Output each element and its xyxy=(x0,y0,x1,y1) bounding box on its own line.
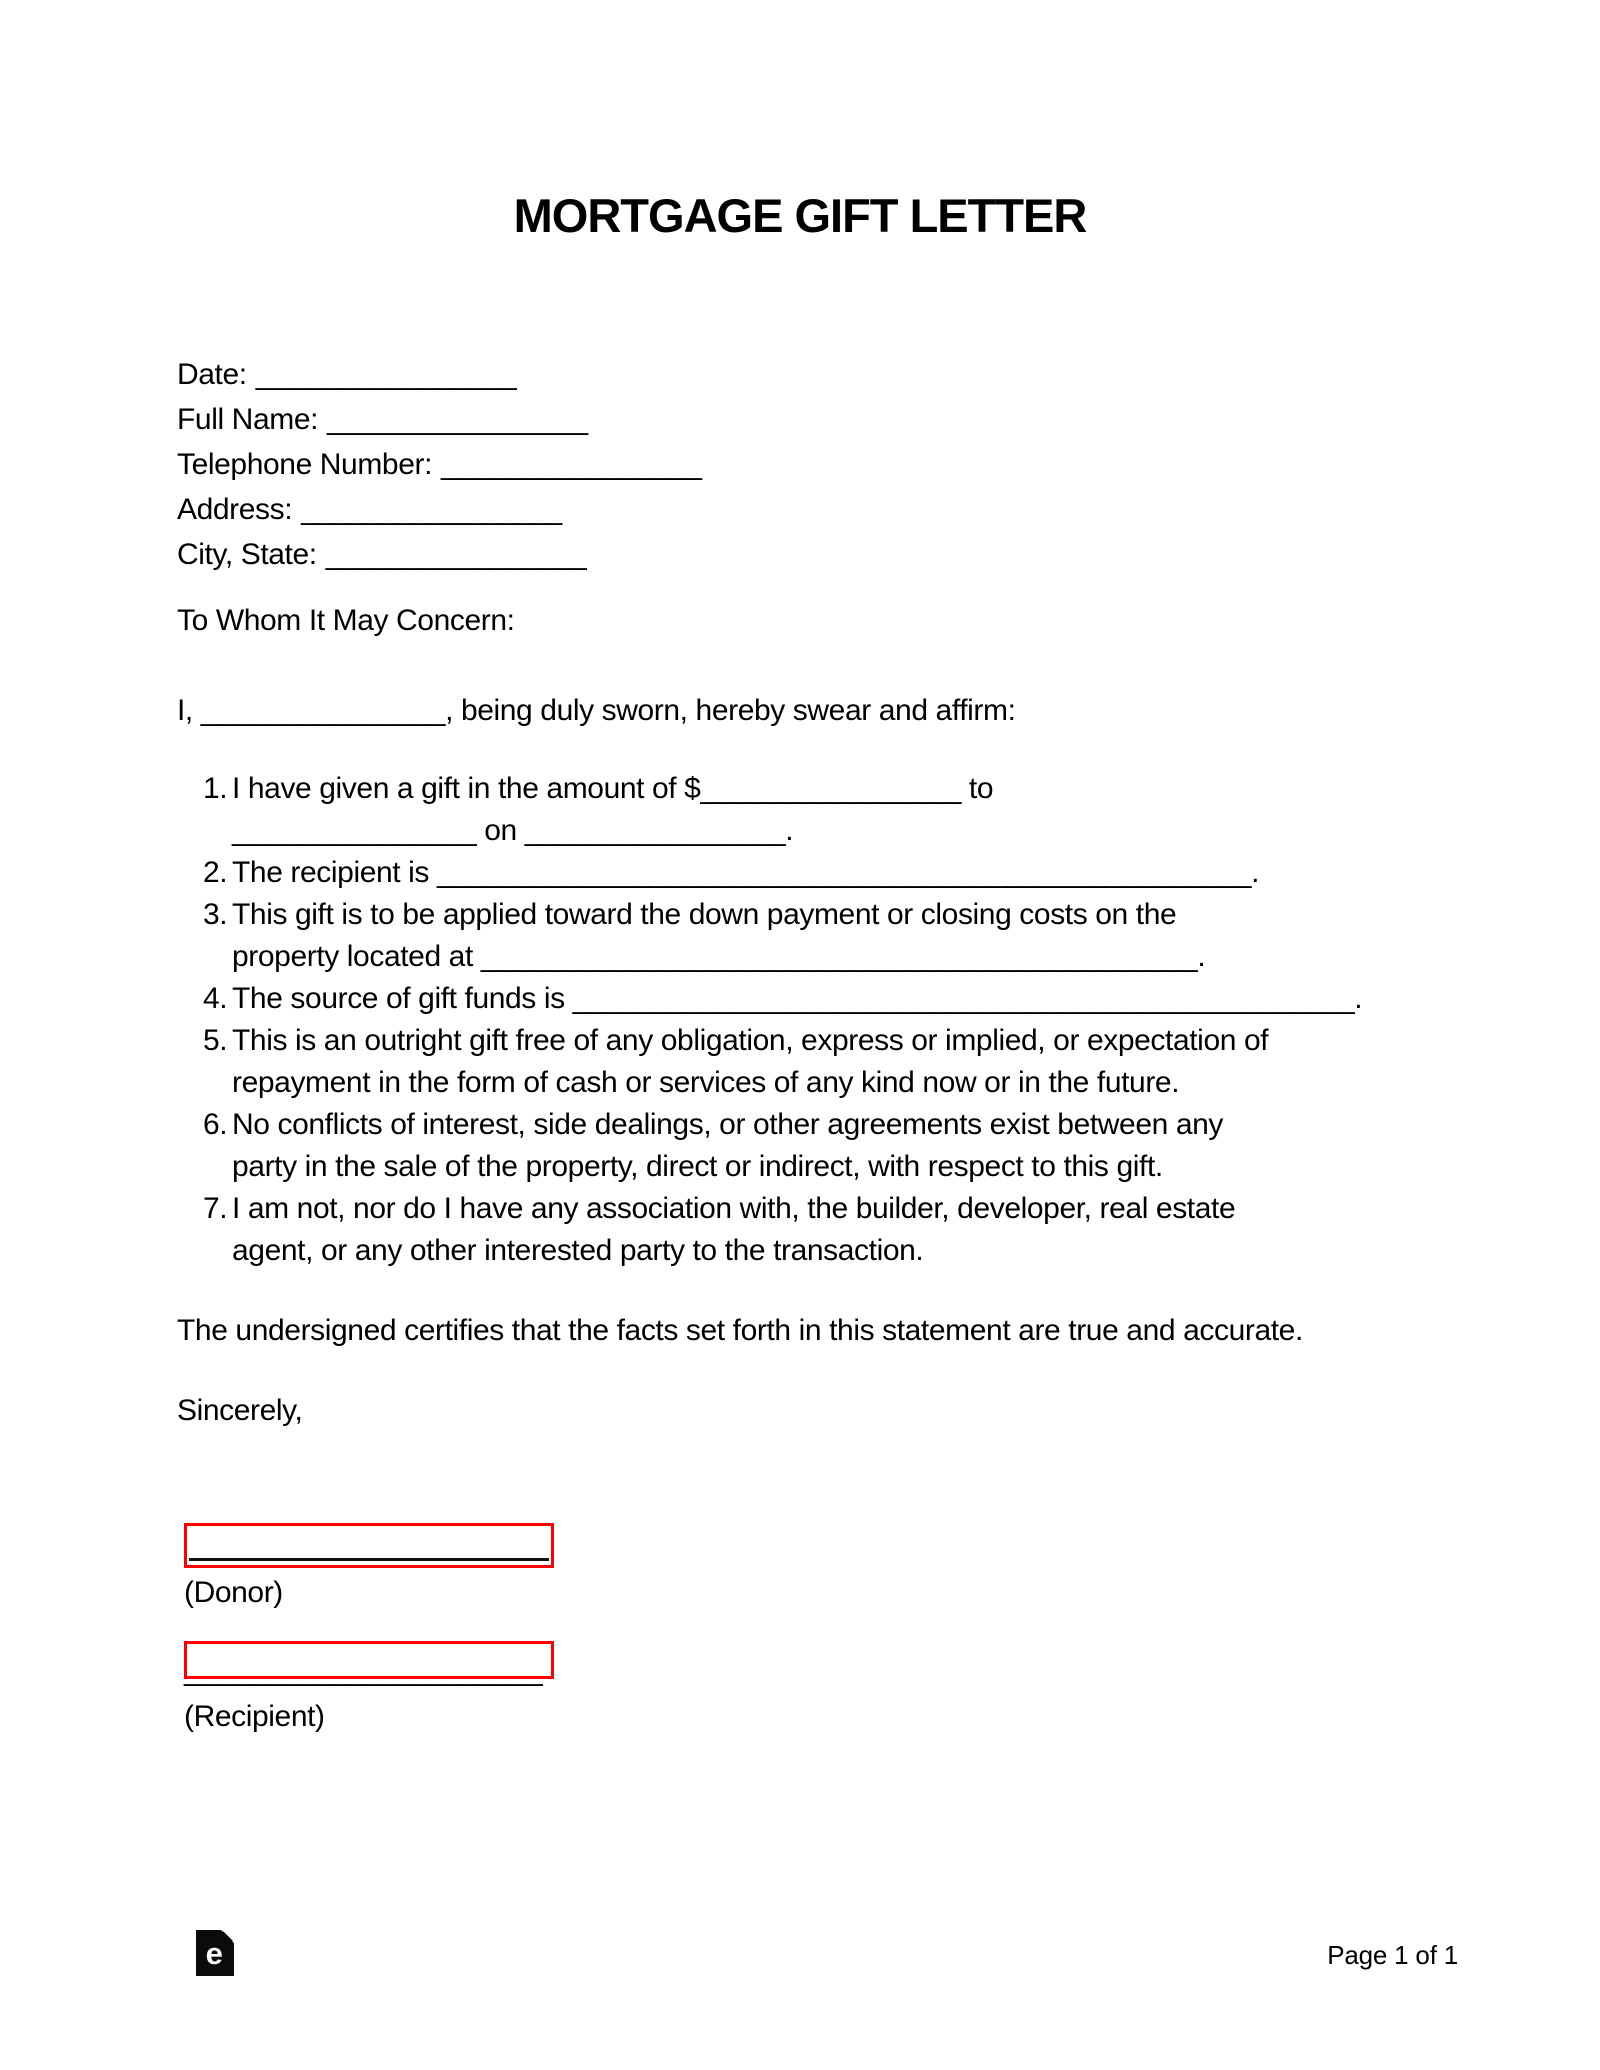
city-state-blank: ________________ xyxy=(325,538,587,571)
salutation: To Whom It May Concern: xyxy=(177,604,515,637)
list-item-text: I have given a gift in the amount of $________________ to xyxy=(232,772,994,805)
list-item-text: agent, or any other interested party to the transaction. xyxy=(232,1234,924,1267)
list-item-text: party in the sale of the property, direct or indirect, with respect to this gift. xyxy=(232,1150,1163,1183)
date-label: Date: xyxy=(177,358,247,391)
list-item-text: The recipient is __________________________________________________. xyxy=(232,856,1260,889)
list-item-text: repayment in the form of cash or services of any kind now or in the future. xyxy=(232,1066,1180,1099)
affirmation-list xyxy=(177,768,1362,1272)
address-field xyxy=(177,487,702,532)
list-item-number: 6. xyxy=(203,1108,228,1141)
list-item-text: I am not, nor do I have any association with, the builder, developer, real estate xyxy=(232,1192,1236,1225)
city-state-label: City, State: xyxy=(177,538,317,571)
contact-info-block xyxy=(177,352,702,577)
closing-word: Sincerely, xyxy=(177,1394,303,1427)
telephone-field xyxy=(177,442,702,487)
list-item-number: 1. xyxy=(203,772,228,805)
list-item xyxy=(177,852,1362,894)
city-state-field xyxy=(177,532,702,577)
certification-statement: The undersigned certifies that the facts set forth in this statement are true and accurate. xyxy=(177,1314,1303,1347)
logo-letter: e xyxy=(205,1936,223,1971)
donor-label: (Donor) xyxy=(184,1576,283,1609)
list-item xyxy=(177,1020,1362,1104)
telephone-label: Telephone Number: xyxy=(177,448,433,481)
list-item-number: 4. xyxy=(203,982,228,1015)
date-blank: ________________ xyxy=(255,358,517,391)
list-item xyxy=(177,894,1362,978)
list-item-number: 3. xyxy=(203,898,228,931)
address-blank: ________________ xyxy=(301,493,562,526)
list-item-text: This gift is to be applied toward the down payment or closing costs on the xyxy=(232,898,1177,931)
list-item-text: property located at ____________________________________________. xyxy=(232,940,1206,973)
eforms-logo-icon xyxy=(196,1930,234,1976)
list-item xyxy=(177,1104,1362,1188)
telephone-blank: ________________ xyxy=(441,448,702,481)
list-item xyxy=(177,978,1362,1020)
list-item-number: 2. xyxy=(203,856,228,889)
full-name-blank: ________________ xyxy=(327,403,588,436)
list-item-text: _______________ on ________________. xyxy=(232,814,794,847)
recipient-label: (Recipient) xyxy=(184,1700,325,1733)
full-name-field xyxy=(177,397,702,442)
list-item xyxy=(177,768,1362,852)
list-item-number: 5. xyxy=(203,1024,228,1057)
list-item-text: This is an outright gift free of any obligation, express or implied, or expectation of xyxy=(232,1024,1269,1057)
list-item-text: The source of gift funds is ________________________________________________. xyxy=(232,982,1363,1015)
list-item xyxy=(177,1188,1362,1272)
list-item-text: No conflicts of interest, side dealings, or other agreements exist between any xyxy=(232,1108,1224,1141)
donor-signature-field[interactable] xyxy=(184,1523,554,1568)
full-name-label: Full Name: xyxy=(177,403,319,436)
page-number: Page 1 of 1 xyxy=(1327,1940,1458,1970)
list-item-number: 7. xyxy=(203,1192,228,1225)
donor-signature-line xyxy=(189,1558,549,1561)
page-title: MORTGAGE GIFT LETTER xyxy=(513,189,1087,242)
address-label: Address: xyxy=(177,493,293,526)
oath-intro-line: I, _______________, being duly sworn, hereby swear and affirm: xyxy=(177,694,1016,727)
recipient-signature-line: ______________________ xyxy=(184,1654,543,1687)
date-field xyxy=(177,352,702,397)
